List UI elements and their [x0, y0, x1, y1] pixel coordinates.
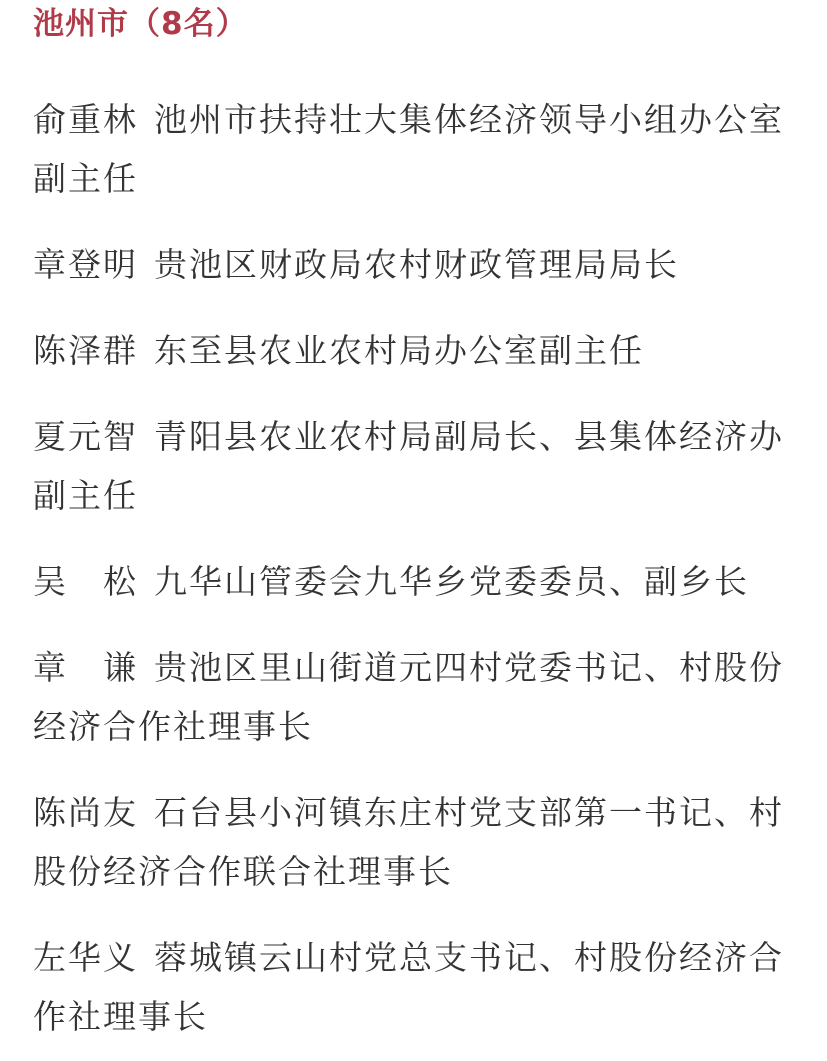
list-item	[33, 552, 803, 611]
person-name: 夏元智	[33, 417, 138, 456]
person-name: 陈尚友	[33, 793, 138, 832]
person-position: 东至县农业农村局办公室副主任	[154, 331, 644, 370]
person-name: 左华义	[33, 938, 138, 977]
person-name: 陈泽群	[33, 331, 138, 370]
list-item	[33, 321, 803, 380]
person-position: 石台县小河镇东庄村党支部第一书记、村股份经济合作联合社理事长	[33, 793, 784, 891]
list-item	[33, 407, 803, 525]
section-title: 池州市（8名）	[33, 6, 248, 42]
list-item	[33, 638, 803, 756]
person-position: 贵池区里山街道元四村党委书记、村股份经济合作社理事长	[33, 648, 784, 746]
document-page	[33, 0, 803, 1046]
list-item	[33, 235, 803, 294]
person-position: 青阳县农业农村局副局长、县集体经济办副主任	[33, 417, 784, 515]
list-item	[33, 783, 803, 901]
person-name: 俞重林	[33, 100, 138, 139]
person-name: 章 谦	[33, 648, 138, 687]
list-item	[33, 90, 803, 208]
person-name: 吴 松	[33, 562, 138, 601]
person-position: 贵池区财政局农村财政管理局局长	[154, 245, 679, 284]
list-item	[33, 928, 803, 1046]
person-position: 蓉城镇云山村党总支书记、村股份经济合作社理事长	[33, 938, 784, 1036]
person-name: 章登明	[33, 245, 138, 284]
person-position: 九华山管委会九华乡党委委员、副乡长	[154, 562, 749, 601]
person-position: 池州市扶持壮大集体经济领导小组办公室副主任	[33, 100, 784, 198]
